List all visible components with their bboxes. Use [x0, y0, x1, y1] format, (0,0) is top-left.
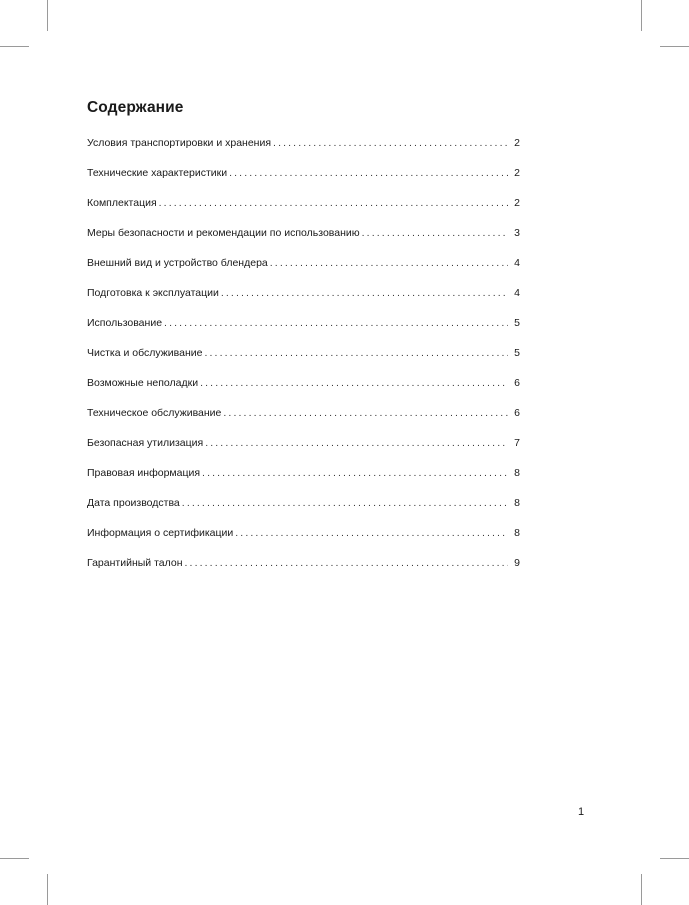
toc-entry-label: Безопасная утилизация — [87, 437, 204, 449]
toc-dot-leader — [204, 343, 508, 363]
toc-entry[interactable] — [87, 463, 520, 493]
toc-entry-page: 2 — [514, 137, 520, 149]
toc-entry-page: 4 — [514, 257, 520, 269]
toc-entry-page: 5 — [514, 317, 520, 329]
toc-entry-page: 8 — [514, 497, 520, 509]
toc-dot-leader — [205, 433, 508, 453]
crop-mark-bottom-left-vertical — [47, 874, 48, 905]
toc-entry-label: Техническое обслуживание — [87, 407, 222, 419]
toc-entry-page: 8 — [514, 527, 520, 539]
crop-mark-top-right-vertical — [641, 0, 642, 31]
toc-dot-leader — [273, 133, 508, 153]
toc-entry-label: Условия транспортировки и хранения — [87, 137, 272, 149]
toc-entry-label: Использование — [87, 317, 163, 329]
toc-dot-leader — [223, 403, 508, 423]
toc-entry-label: Технические характеристики — [87, 167, 228, 179]
crop-mark-bottom-right-vertical — [641, 874, 642, 905]
toc-entry-page: 6 — [514, 377, 520, 389]
toc-dot-leader — [159, 193, 508, 213]
toc-entry-page: 3 — [514, 227, 520, 239]
toc-dot-leader — [164, 313, 508, 333]
toc-entry-page: 6 — [514, 407, 520, 419]
toc-entry[interactable] — [87, 313, 520, 343]
toc-dot-leader — [182, 493, 508, 513]
toc-entry-label: Дата производства — [87, 497, 180, 509]
toc-entry-label: Внешний вид и устройство блендера — [87, 257, 268, 269]
toc-entry-label: Возможные неполадки — [87, 377, 199, 389]
toc-entry-page: 7 — [514, 437, 520, 449]
toc-entry-page: 9 — [514, 557, 520, 569]
toc-entry[interactable] — [87, 373, 520, 403]
toc-entry[interactable] — [87, 283, 520, 313]
toc-entry-label: Правовая информация — [87, 467, 201, 479]
page-number: 1 — [578, 806, 585, 818]
toc-entry-page: 2 — [514, 197, 520, 209]
toc-entry[interactable] — [87, 493, 520, 523]
crop-mark-top-right-horizontal — [660, 46, 689, 47]
crop-mark-bottom-left-horizontal — [0, 858, 29, 859]
toc-entry-label: Меры безопасности и рекомендации по использованию — [87, 227, 360, 239]
toc-entry[interactable] — [87, 193, 520, 223]
toc-entry-page: 8 — [514, 467, 520, 479]
toc-entry[interactable] — [87, 223, 520, 253]
toc-entry[interactable] — [87, 133, 520, 163]
toc-entry-label: Подготовка к эксплуатации — [87, 287, 219, 299]
toc-entry[interactable] — [87, 253, 520, 283]
toc-entry-page: 5 — [514, 347, 520, 359]
toc-entry-page: 4 — [514, 287, 520, 299]
toc-entry-label: Гарантийный талон — [87, 557, 183, 569]
crop-mark-top-left-vertical — [47, 0, 48, 31]
toc-entry[interactable] — [87, 403, 520, 433]
toc-entry[interactable] — [87, 553, 520, 583]
toc-entry-label: Чистка и обслуживание — [87, 347, 203, 359]
table-of-contents — [87, 133, 520, 583]
toc-dot-leader — [270, 253, 508, 273]
toc-dot-leader — [200, 373, 508, 393]
crop-mark-bottom-right-horizontal — [660, 858, 689, 859]
toc-dot-leader — [229, 163, 508, 183]
toc-heading: Содержание — [87, 99, 184, 116]
toc-entry[interactable] — [87, 343, 520, 373]
toc-dot-leader — [362, 223, 508, 243]
toc-entry-label: Информация о сертификации — [87, 527, 234, 539]
toc-entry-page: 2 — [514, 167, 520, 179]
toc-entry[interactable] — [87, 433, 520, 463]
toc-dot-leader — [235, 523, 508, 543]
toc-dot-leader — [221, 283, 508, 303]
toc-entry[interactable] — [87, 523, 520, 553]
crop-mark-top-left-horizontal — [0, 46, 29, 47]
toc-dot-leader — [202, 463, 508, 483]
toc-entry[interactable] — [87, 163, 520, 193]
toc-entry-label: Комплектация — [87, 197, 157, 209]
toc-dot-leader — [185, 553, 509, 573]
